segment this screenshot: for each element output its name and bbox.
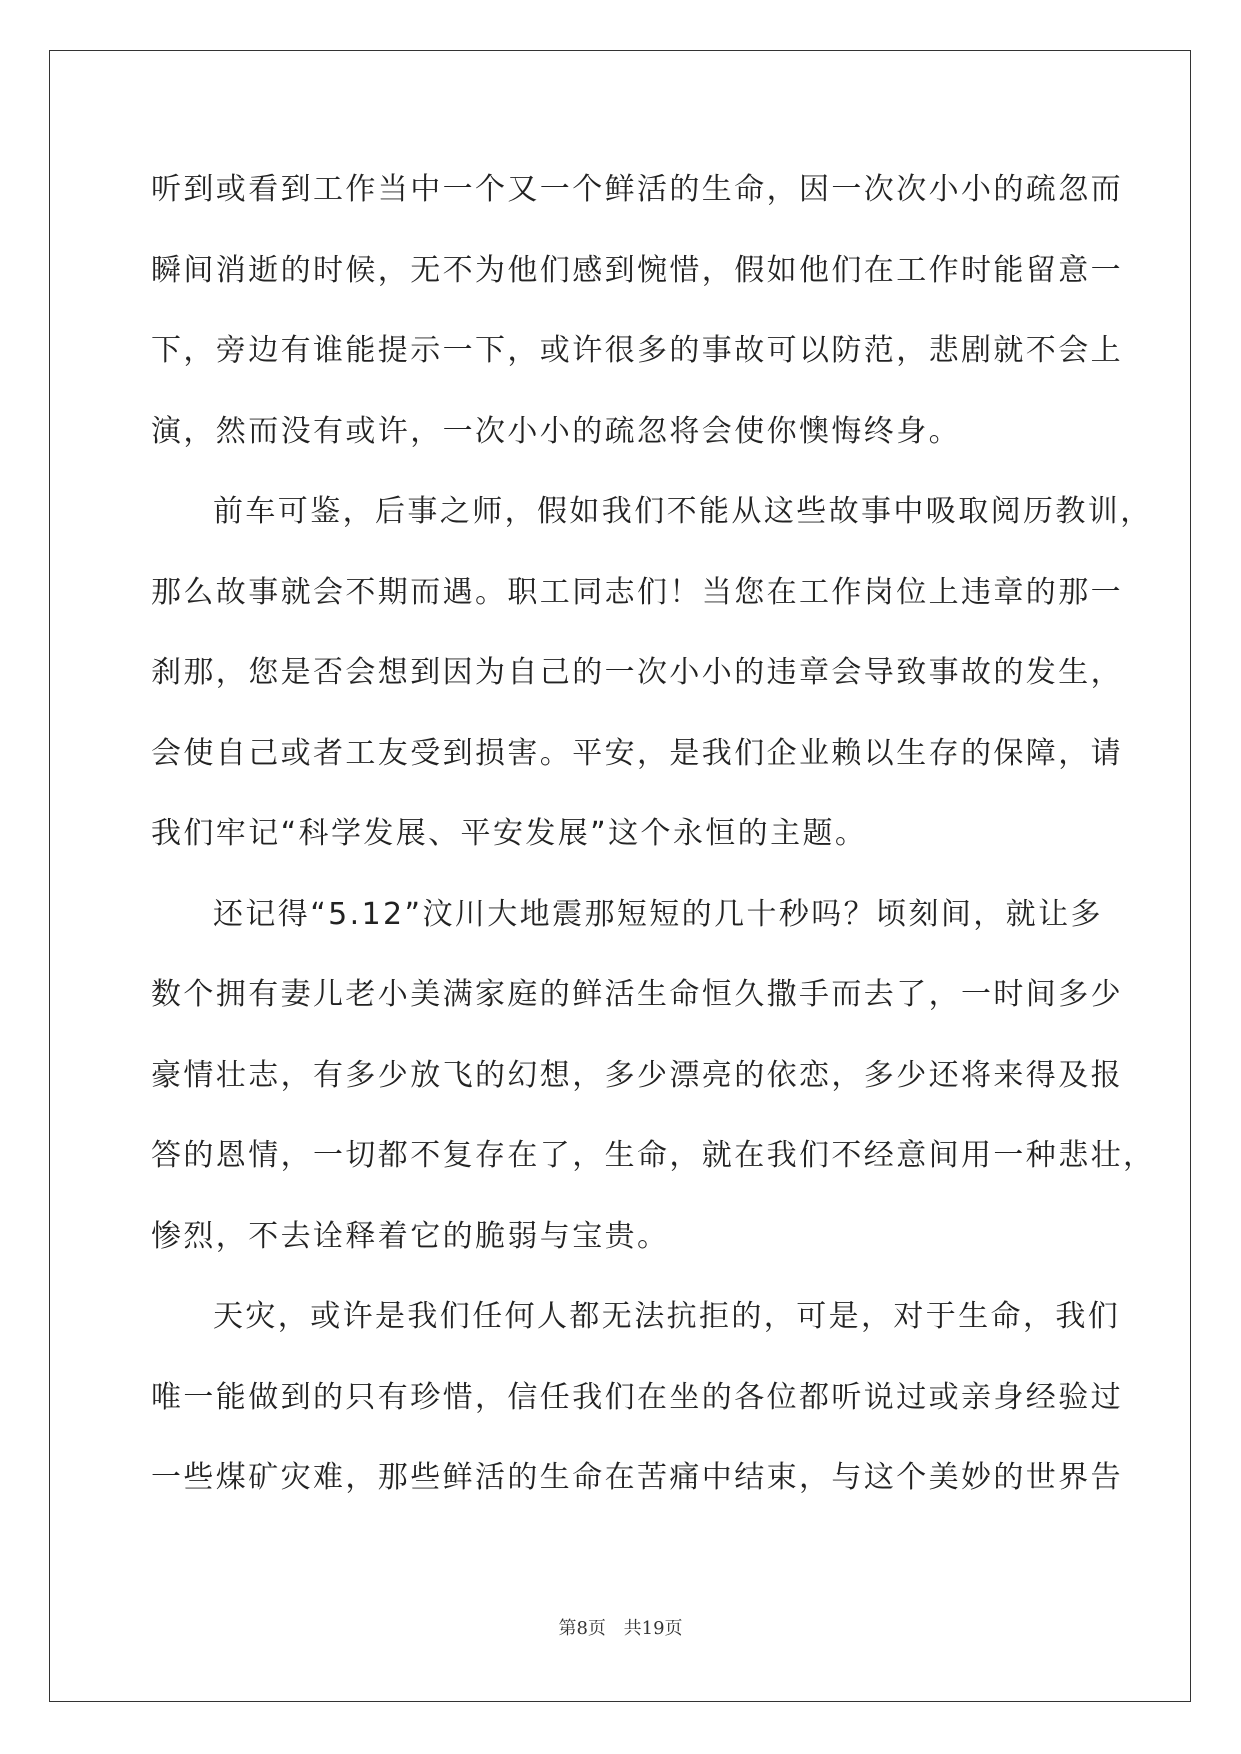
text-line: 惨烈，不去诠释着它的脆弱与宝贵。 xyxy=(151,1218,670,1254)
paragraph-first-line: 还记得“5.12”汶川大地震那短短的几十秒吗？顷刻间，就让多 xyxy=(213,896,1103,932)
text-line: 答的恩情，一切都不复存在了，生命，就在我们不经意间用一种悲壮， xyxy=(151,1138,1156,1173)
text-line: 听到或看到工作当中一个又一个鲜活的生命，因一次次小小的疏忽而 xyxy=(151,172,1123,207)
page-footer xyxy=(0,1614,1241,1640)
document-body xyxy=(151,150,1156,1519)
paragraph-first-line: 前车可鉴，后事之师，假如我们不能从这些故事中吸取阅历教训， xyxy=(213,494,1153,529)
text-line: 豪情壮志，有多少放飞的幻想，多少漂亮的依恋，多少还将来得及报 xyxy=(151,1057,1123,1093)
text-line: 那么故事就会不期而遇。职工同志们！当您在工作岗位上违章的那一 xyxy=(151,574,1123,610)
text-line: 唯一能做到的只有珍惜，信任我们在坐的各位都听说过或亲身经验过 xyxy=(151,1379,1123,1415)
paragraph-first-line: 天灾，或许是我们任何人都无法抗拒的，可是，对于生命，我们 xyxy=(213,1299,1121,1334)
text-line: 一些煤矿灾难，那些鲜活的生命在苦痛中结束，与这个美妙的世界告 xyxy=(151,1460,1123,1495)
text-line: 瞬间消逝的时候，无不为他们感到惋惜，假如他们在工作时能留意一 xyxy=(151,252,1123,288)
text-line: 会使自己或者工友受到损害。平安，是我们企业赖以生存的保障，请 xyxy=(151,735,1123,771)
text-line: 下，旁边有谁能提示一下，或许很多的事故可以防范，悲剧就不会上 xyxy=(151,333,1123,368)
text-line: 数个拥有妻儿老小美满家庭的鲜活生命恒久撒手而去了，一时间多少 xyxy=(151,977,1123,1012)
page-total: 共19页 xyxy=(623,1618,683,1639)
text-line: 刹那，您是否会想到因为自己的一次小小的违章会导致事故的发生， xyxy=(151,655,1123,690)
text-line: 演，然而没有或许，一次小小的疏忽将会使你懊悔终身。 xyxy=(151,413,961,449)
text-line: 我们牢记“科学发展、平安发展”这个永恒的主题。 xyxy=(151,816,868,851)
page-number: 第8页 xyxy=(558,1618,606,1639)
